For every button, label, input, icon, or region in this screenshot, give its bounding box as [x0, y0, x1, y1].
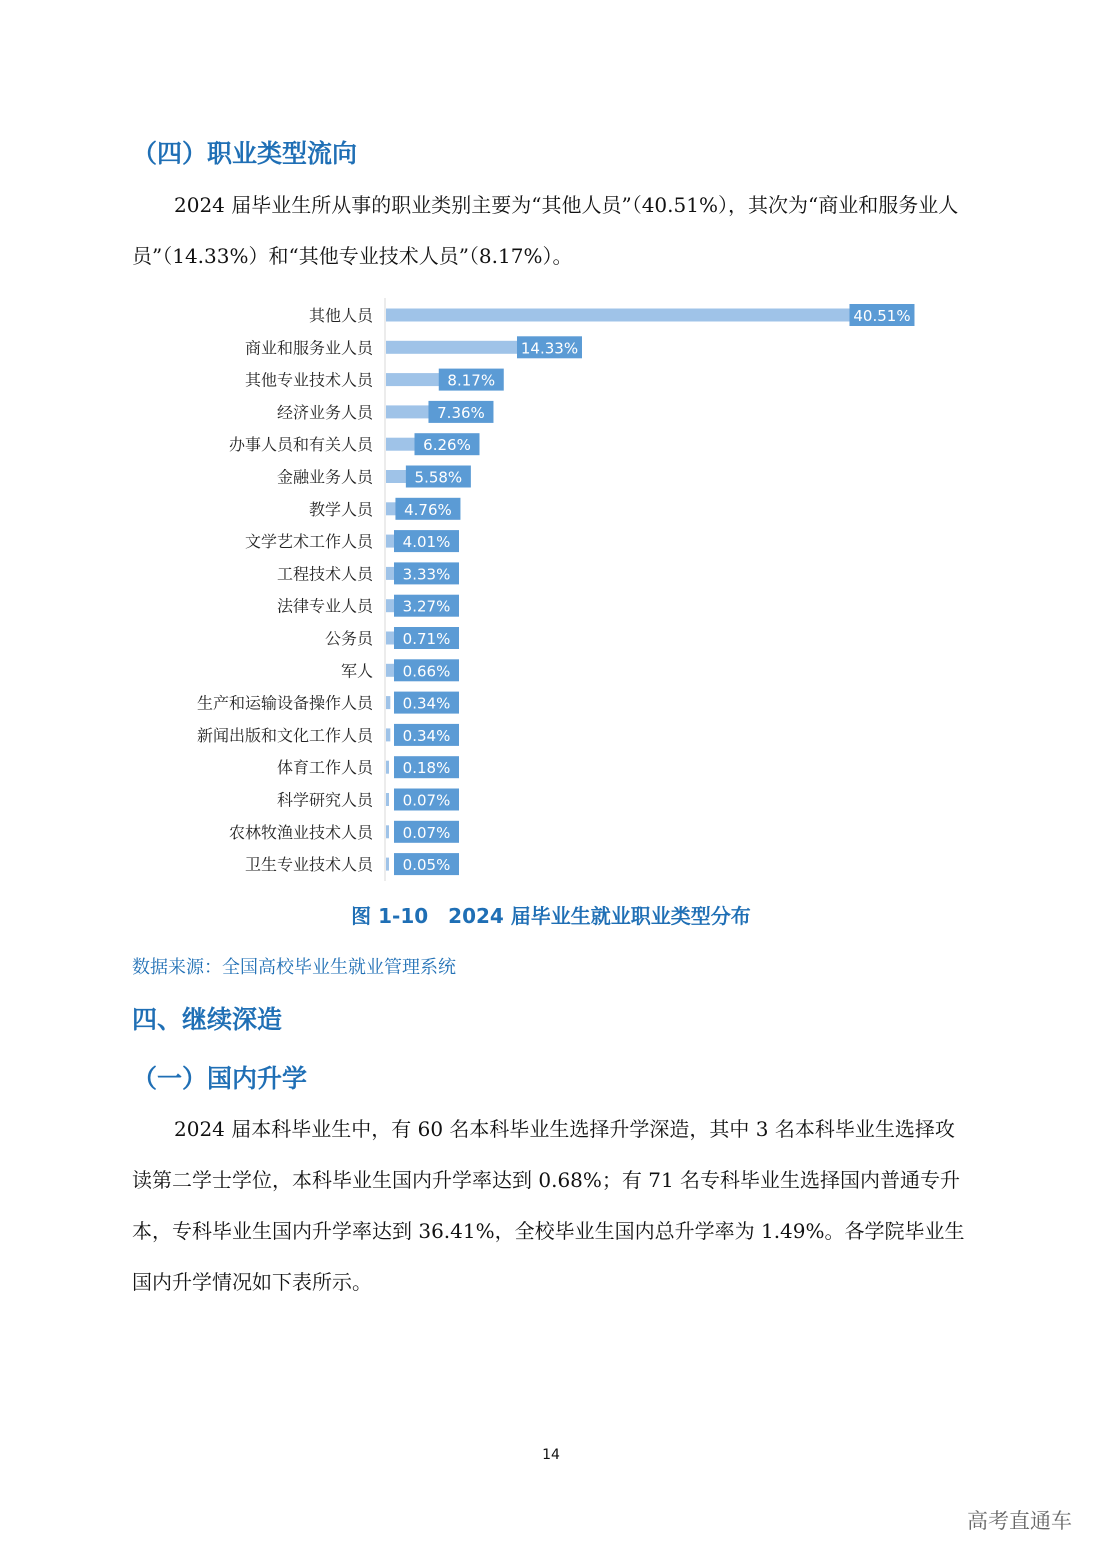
data-label: 14.33%: [520, 339, 579, 358]
bar: [386, 664, 394, 677]
section-heading-continue-study: 四、继续深造: [132, 1005, 283, 1034]
category-label: 卫生专业技术人员: [244, 855, 373, 875]
category-label: 法律专业人员: [276, 596, 373, 616]
data-label: 4.01%: [402, 533, 451, 552]
bar: [386, 728, 390, 741]
category-label: 公务员: [324, 629, 373, 648]
data-label: 0.66%: [402, 662, 451, 681]
category-label: 工程技术人员: [276, 564, 373, 584]
data-label: 0.34%: [402, 726, 451, 745]
data-source: 数据来源：全国高校毕业生就业管理系统: [132, 957, 456, 978]
data-label: 8.17%: [447, 371, 496, 390]
section-heading: （四）职业类型流向: [132, 139, 358, 168]
category-label: 其他专业技术人员: [244, 370, 373, 390]
bar: [386, 761, 389, 774]
page-number: 14: [542, 1447, 560, 1463]
domestic-study-paragraph: 2024 届本科毕业生中，有 60 名本科毕业生选择升学深造，其中 3 名本科毕业生选择攻读第二学士学位，本科毕业生国内升学率达到 0.68%；有 71 名专科毕业生选择国内普通专升本，专科毕业生国内升学率达到 36.41%，全校毕业生国内总升学率为 1.49%。各学院毕业生国内升学情况如下表所示。: [132, 1117, 965, 1294]
figure-caption: 图 1-10 2024 届毕业生就业职业类型分布: [351, 904, 751, 928]
category-label: 教学人员: [308, 499, 373, 519]
category-label: 生产和运输设备操作人员: [196, 693, 373, 713]
category-label: 金融业务人员: [276, 467, 373, 487]
occupation-bar-chart: [0, 298, 1102, 883]
category-label: 文学艺术工作人员: [244, 532, 373, 552]
category-label: 商业和服务业人员: [244, 338, 373, 358]
category-label: 科学研究人员: [276, 790, 373, 810]
data-label: 40.51%: [853, 307, 911, 325]
data-label: 5.58%: [414, 468, 463, 487]
intro-paragraph: 2024 届毕业生所从事的职业类别主要为“其他人员”（40.51%），其次为“商业和服务业人员”（14.33%）和“其他专业技术人员”（8.17%）。: [132, 193, 959, 268]
bar: [386, 696, 390, 709]
data-label: 6.26%: [423, 436, 471, 455]
bar: [386, 309, 900, 322]
category-label: 办事人员和有关人员: [228, 435, 373, 455]
data-label: 3.27%: [402, 597, 451, 616]
data-label: 0.18%: [402, 759, 451, 778]
data-label: 0.05%: [402, 856, 451, 875]
category-label: 其他人员: [308, 306, 373, 325]
category-label: 体育工作人员: [276, 758, 373, 778]
category-label: 新闻出版和文化工作人员: [196, 725, 373, 745]
data-label: 0.71%: [402, 630, 451, 648]
category-label: 经济业务人员: [276, 402, 373, 422]
bar: [386, 858, 389, 871]
data-label: 0.34%: [402, 694, 451, 713]
data-label: 4.76%: [404, 500, 452, 519]
data-label: 3.33%: [402, 565, 451, 584]
subsection-heading-domestic: （一）国内升学: [132, 1064, 308, 1093]
bar: [386, 632, 395, 645]
bar: [386, 793, 389, 806]
category-label: 农林牧渔业技术人员: [228, 822, 373, 842]
data-label: 0.07%: [402, 823, 451, 842]
watermark: 高考直通车: [967, 1509, 1072, 1533]
category-label: 军人: [340, 661, 373, 681]
bar: [386, 825, 389, 838]
data-label: 0.07%: [402, 791, 451, 810]
data-label: 7.36%: [437, 403, 485, 422]
